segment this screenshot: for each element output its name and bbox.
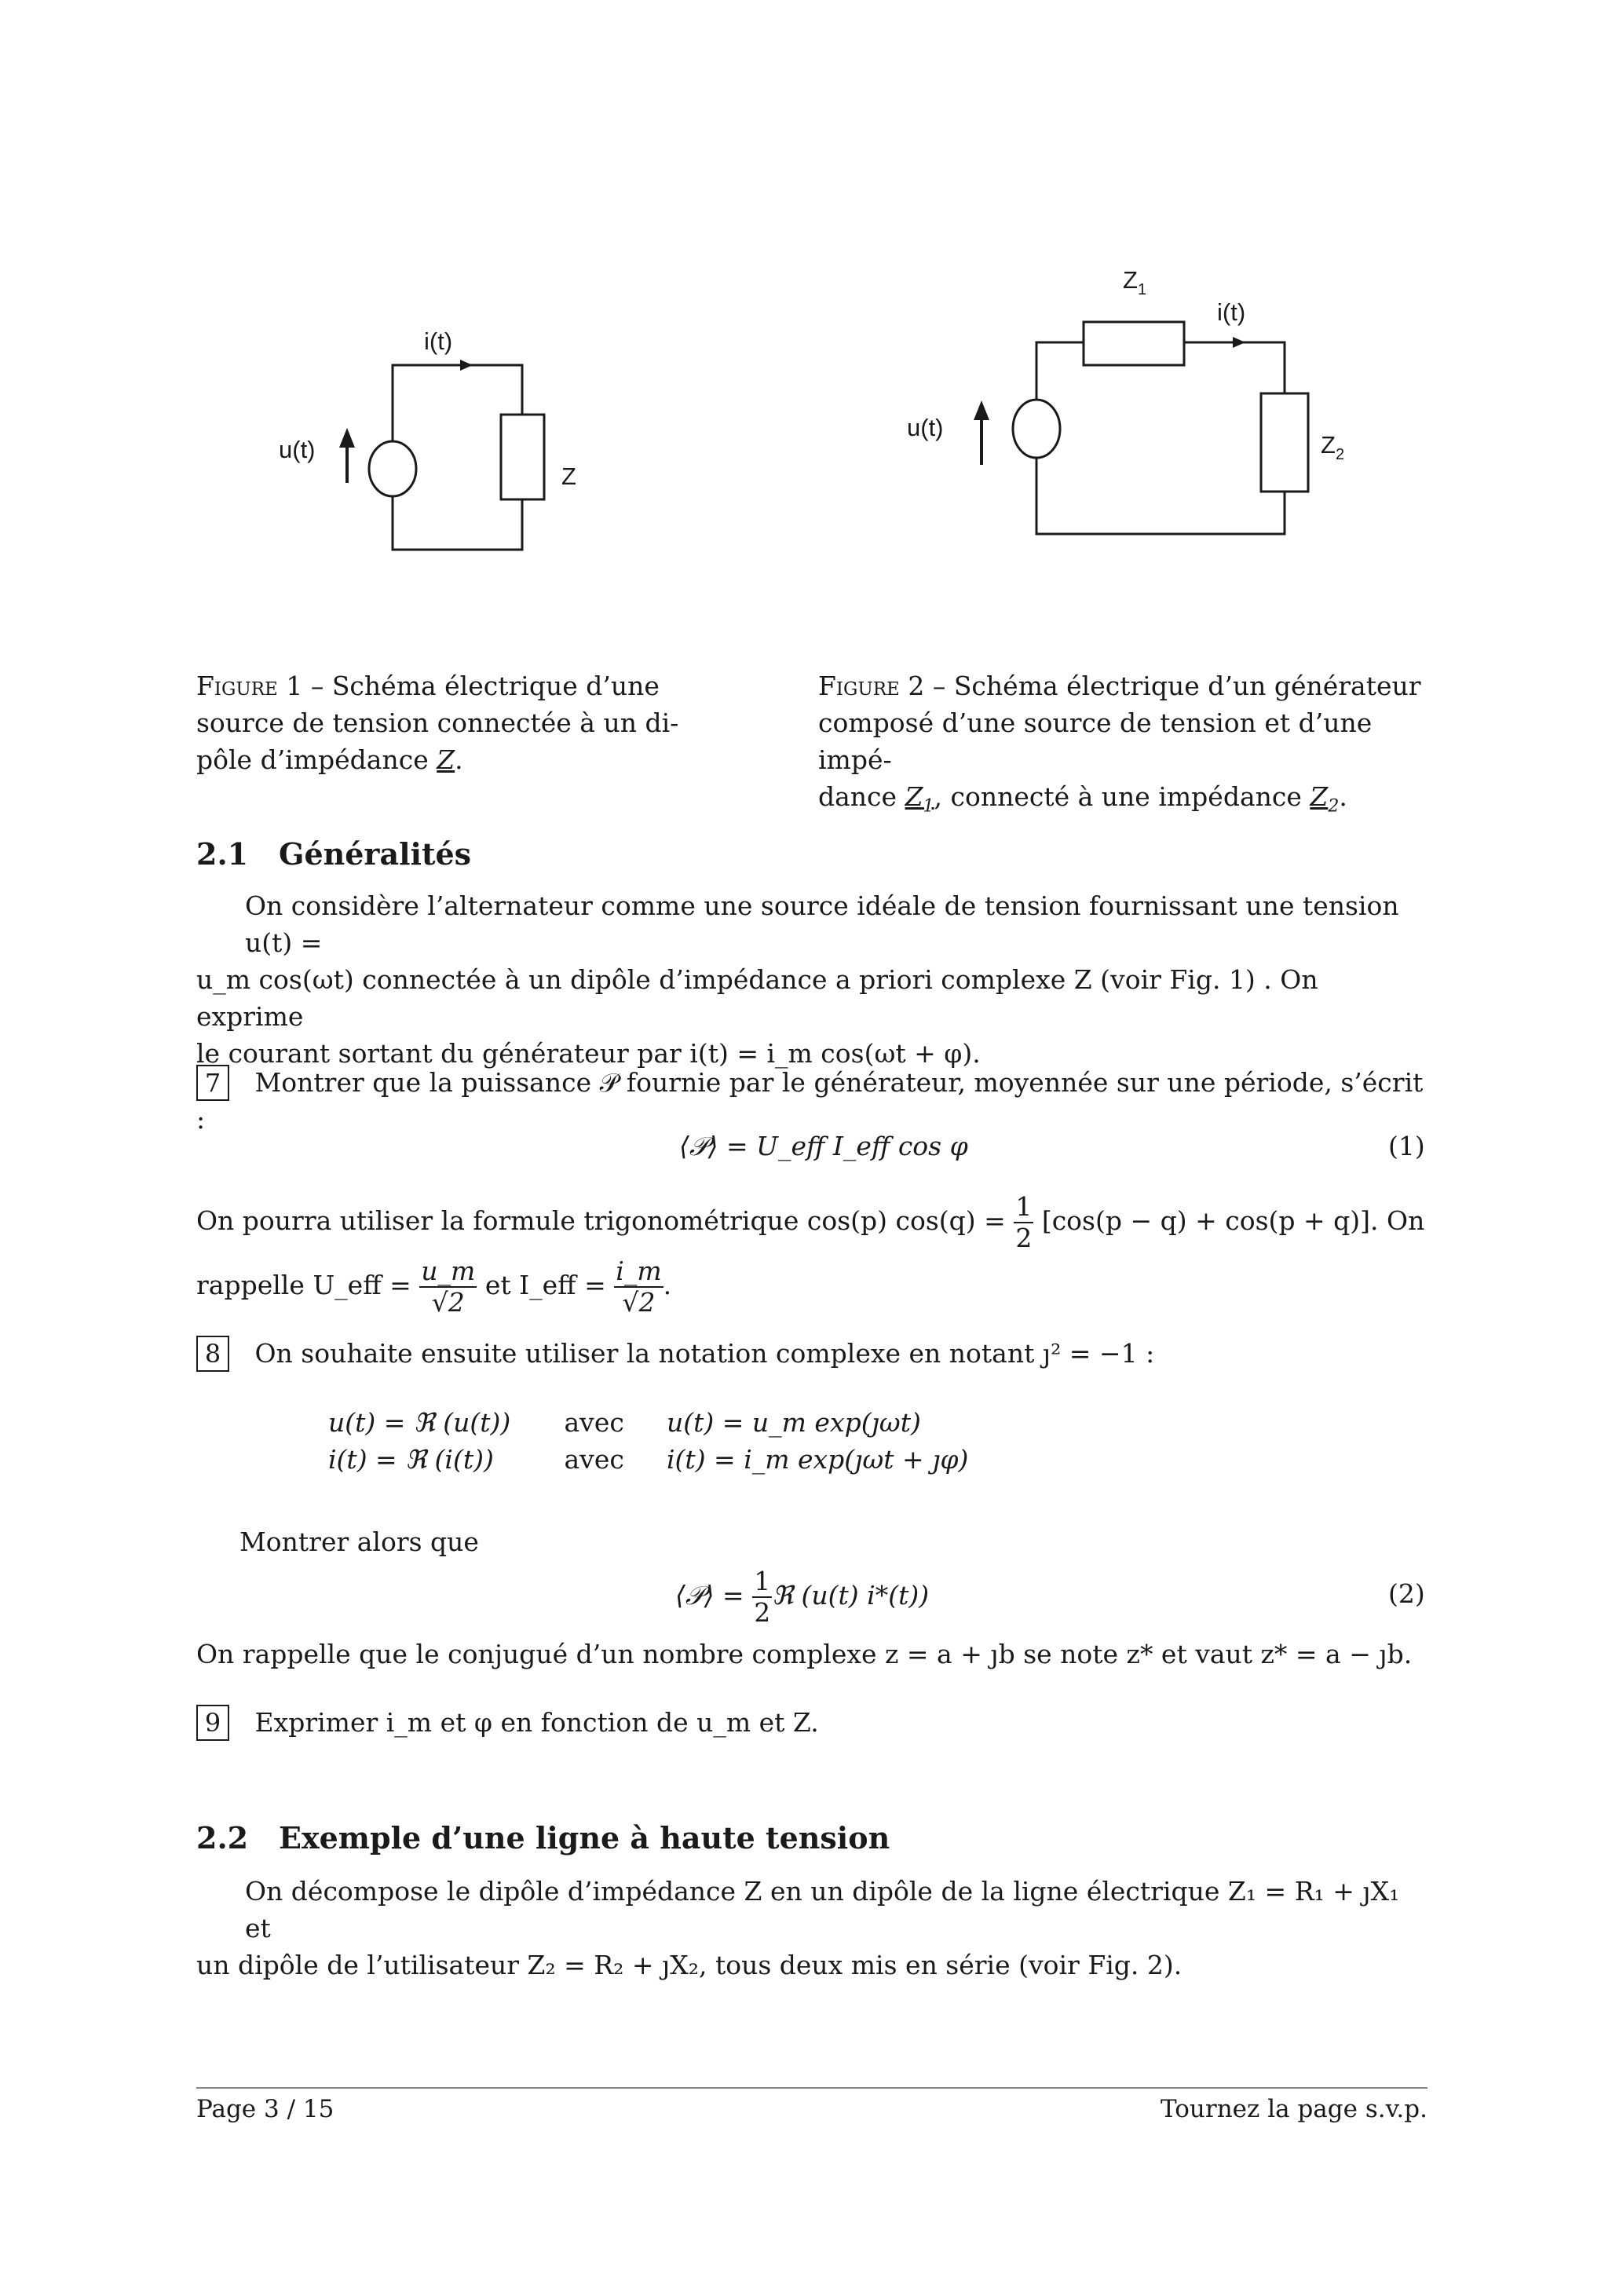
eq2-right: ℜ (u(t) i*(t))	[772, 1580, 930, 1610]
q8-row2-left: i(t) = ℜ (i(t))	[328, 1444, 494, 1475]
question-9-text: Exprimer i_m et φ en fonction de u_m et Z.	[254, 1707, 819, 1738]
q8-row1-left: u(t) = ℜ (u(t))	[328, 1407, 511, 1438]
fig2-caption-line1: – Schéma électrique d’un générateur	[924, 671, 1421, 701]
fig2-impedance-z2	[1261, 393, 1308, 492]
q7-hint-line2b: et I_eff =	[484, 1270, 606, 1300]
question-9	[196, 1704, 1429, 1741]
question-8-recall: On rappelle que le conjugué d’un nombre complexe z = a + ȷb se note z* et vaut z* = a − ȷb.	[196, 1639, 1413, 1669]
q8-row1-right: u(t) = u_m exp(ȷωt)	[667, 1407, 921, 1438]
eq2-fraction: $\frac{1}{2}$	[754, 1566, 771, 1628]
fig2-caption-line3a: dance	[818, 781, 905, 812]
fig1-voltage-source	[369, 441, 416, 496]
equation-1-number: (1)	[1388, 1131, 1425, 1161]
q7-hint-line1a: On pourra utiliser la formule trigonométrique cos(p) cos(q) =	[196, 1205, 1006, 1236]
fig2-caption-line3c: , connecté à une impédance	[934, 781, 1310, 812]
fig2-caption-line3e: .	[1339, 781, 1347, 812]
question-7	[196, 1064, 1429, 1138]
question-7-hint-line2	[196, 1256, 1429, 1318]
question-8-text: On souhaite ensuite utiliser la notation complexe en notant ȷ² = −1 :	[254, 1338, 1155, 1369]
fig1-impedance-label: Z	[561, 462, 576, 490]
equation-2-number: (2)	[1388, 1578, 1425, 1609]
section-2-1-title: Généralités	[279, 836, 472, 872]
section-2-2-title: Exemple d’une ligne à haute tension	[279, 1820, 890, 1855]
figure-2-circuit	[895, 259, 1366, 573]
question-7-hint-line1	[196, 1192, 1429, 1253]
section-2-1-para-line1: On considère l’alternateur comme une source idéale de tension fournissant une tension u(t) =	[245, 890, 1399, 958]
figure-1-caption	[196, 667, 683, 778]
section-2-2-heading	[196, 1820, 890, 1855]
section-2-1-paragraph	[196, 887, 1429, 1072]
section-2-2-paragraph	[196, 1873, 1429, 1983]
q7-ieff-fraction: $\frac{i\_m}{√2}$	[616, 1256, 662, 1318]
figure-2-caption	[818, 667, 1446, 825]
section-2-2-para-line2: un dipôle de l’utilisateur Z₂ = R₂ + ȷX₂, tous deux mis en série (voir Fig. 2).	[196, 1950, 1183, 1980]
question-7-number: 7	[196, 1065, 229, 1101]
fig1-caption-line1: – Schéma électrique d’une	[302, 671, 660, 701]
fig1-voltage-arrowhead-icon	[339, 428, 355, 448]
section-2-2-para-line1: On décompose le dipôle d’impédance Z en un dipôle de la ligne électrique Z₁ = R₁ + ȷX₁ et	[245, 1876, 1400, 1943]
fig1-current-arrow-icon	[460, 360, 473, 371]
fig1-voltage-label: u(t)	[279, 436, 316, 463]
footer-rule	[196, 2087, 1427, 2089]
question-8-number: 8	[196, 1336, 229, 1372]
question-8	[196, 1335, 1429, 1372]
equation-2	[675, 1567, 929, 1628]
q7-hint-line2a: rappelle U_eff =	[196, 1270, 411, 1300]
fig2-impedance-z1	[1084, 322, 1184, 365]
fig1-caption-line3a: pôle d’impédance	[196, 744, 437, 775]
section-2-2-number: 2.2	[196, 1820, 249, 1855]
footer-page-number: Page 3 / 15	[196, 2095, 334, 2123]
q7-hint-fraction: $\frac{1}{2}$	[1015, 1191, 1033, 1253]
section-2-1-number: 2.1	[196, 836, 249, 872]
fig1-current-label: i(t)	[424, 327, 453, 355]
fig2-voltage-source	[1013, 400, 1060, 458]
fig2-voltage-label: u(t)	[907, 414, 944, 441]
q7-hint-line2c: .	[663, 1270, 672, 1300]
fig2-caption-prefix: Figure 2	[818, 671, 925, 701]
fig2-caption-z1: $Z_1$	[905, 781, 934, 817]
fig2-current-label: i(t)	[1217, 298, 1246, 326]
fig1-caption-line3c: .	[455, 744, 463, 775]
fig2-wire	[1036, 342, 1285, 534]
fig2-caption-line2: composé d’une source de tension et d’une impé-	[818, 707, 1373, 775]
section-2-1-para-line3: le courant sortant du générateur par i(t) = i_m cos(ωt + φ).	[196, 1038, 981, 1069]
fig2-caption-z2: $Z_2$	[1310, 781, 1340, 817]
q7-hint-line1b: [cos(p − q) + cos(p + q)]. On	[1041, 1205, 1425, 1236]
fig1-caption-prefix: Figure 1	[196, 671, 303, 701]
question-9-number: 9	[196, 1705, 229, 1741]
section-2-1-para-line2: u_m cos(ωt) connectée à un dipôle d’impédance a priori complexe Z (voir Fig. 1) . On exprime	[196, 964, 1318, 1032]
q8-row2-mid: avec	[564, 1444, 624, 1475]
footer-turn-page: Tournez la page s.v.p.	[1161, 2095, 1427, 2123]
fig2-voltage-arrowhead-icon	[974, 400, 989, 420]
question-8-show: Montrer alors que	[239, 1526, 479, 1557]
fig1-impedance-z	[501, 415, 544, 499]
fig2-z1-label: $Z_1$	[1123, 266, 1147, 298]
fig2-current-arrow-icon	[1233, 337, 1245, 348]
fig1-caption-line2: source de tension connectée à un di-	[196, 707, 679, 738]
q8-row1-mid: avec	[564, 1407, 624, 1438]
fig2-z2-label: $Z_2$	[1321, 431, 1345, 463]
q7-ueff-fraction: $\frac{u\_m}{√2}$	[421, 1256, 476, 1318]
equation-1: ⟨𝒫⟩ = U_eff I_eff cos φ	[679, 1131, 968, 1161]
figure-1-circuit	[267, 314, 597, 565]
eq2-left: ⟨𝒫⟩ =	[675, 1580, 744, 1610]
section-2-1-heading	[196, 836, 471, 872]
question-7-text: Montrer que la puissance 𝒫 fournie par le générateur, moyennée sur une période, s’écrit :	[196, 1067, 1424, 1135]
q8-row2-right: i(t) = i_m exp(ȷωt + ȷφ)	[667, 1444, 969, 1475]
fig1-caption-z: Z	[437, 744, 455, 775]
question-8-definitions	[328, 1404, 968, 1478]
